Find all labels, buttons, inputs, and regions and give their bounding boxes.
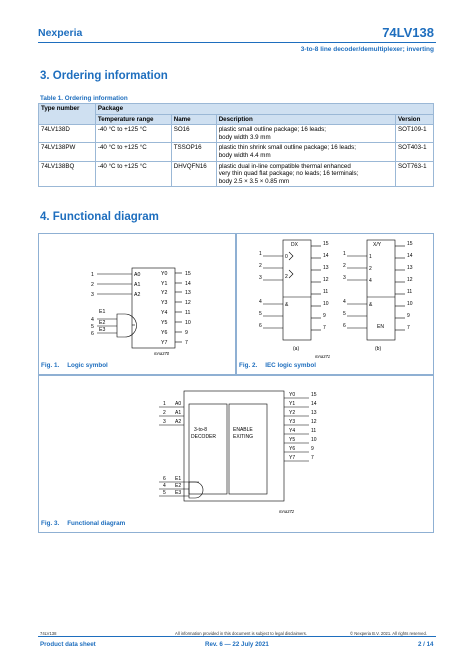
pin-label: 6 [163, 476, 166, 482]
figure-2-box [236, 233, 434, 375]
en-label: EN [377, 324, 384, 330]
pin-label: 4 [163, 483, 166, 489]
output-label: Y5 [289, 437, 296, 443]
and-symbol: & [285, 302, 289, 308]
cell-temp: -40 °C to +125 °C [95, 143, 171, 161]
cell-temp: -40 °C to +125 °C [95, 125, 171, 143]
footer-copyright: © Nexperia B.V. 2021. All rights reserved. [350, 631, 427, 636]
pin-label: 15 [185, 271, 191, 277]
xy-label: X/Y [373, 242, 382, 248]
figure-code: mna372 [279, 509, 295, 514]
weight-label: 0 [285, 254, 288, 260]
output-label: Y1 [289, 401, 296, 407]
output-label: Y0 [289, 392, 296, 398]
pin-label: 13 [185, 290, 191, 296]
pin-label: 3 [163, 419, 166, 425]
pin-label: 2 [91, 282, 94, 288]
pin-label: 5 [259, 311, 262, 317]
section-4-title: 4. Functional diagram [40, 211, 159, 223]
pin-label: 14 [323, 253, 329, 259]
cell-version: SOT403-1 [396, 143, 434, 161]
cell-name: TSSOP16 [171, 143, 216, 161]
pin-label: 1 [343, 251, 346, 257]
col-package: Package [95, 104, 433, 115]
figure-code: mna370 [154, 351, 170, 356]
pin-label: 11 [407, 289, 413, 295]
output-label: Y3 [289, 419, 296, 425]
output-label: Y2 [289, 410, 296, 416]
figure-1-caption: Fig. 1. Logic symbol [41, 362, 108, 369]
table-1-caption: Table 1. Ordering information [40, 95, 128, 102]
pin-label: 4 [91, 317, 94, 323]
figure-3-box [38, 375, 434, 533]
pin-label: 3 [343, 275, 346, 281]
enable-label: E3 [99, 327, 106, 333]
enable-label: E2 [175, 483, 182, 489]
figure-3-caption: Fig. 3. Functional diagram [41, 520, 126, 527]
pin-label: 12 [185, 300, 191, 306]
figure-1-box [38, 233, 236, 375]
pin-label: 2 [163, 410, 166, 416]
input-label: A0 [134, 272, 141, 278]
dx-label: DX [291, 242, 298, 248]
pin-label: 1 [163, 401, 166, 407]
col-type-number: Type number [39, 104, 96, 125]
output-label: Y3 [161, 300, 168, 306]
pin-label: 11 [185, 310, 191, 316]
output-label: Y0 [161, 271, 168, 277]
pin-label: 12 [407, 277, 413, 283]
pin-label: 9 [323, 313, 326, 319]
sub-label-b: (b) [375, 346, 382, 352]
table-row [39, 125, 434, 143]
pin-label: 9 [311, 446, 314, 452]
ordering-table [38, 103, 434, 187]
cell-version: SOT109-1 [396, 125, 434, 143]
col-temperature: Temperature range [95, 114, 171, 125]
pin-label: 1 [259, 251, 262, 257]
pin-label: 13 [311, 410, 317, 416]
pin-label: 5 [343, 311, 346, 317]
cell-type: 74LV138D [39, 125, 96, 143]
revision: Rev. 6 — 22 July 2021 [205, 641, 269, 648]
output-label: Y4 [161, 310, 168, 316]
cell-version: SOT763-1 [396, 161, 434, 187]
pin-label: 13 [407, 265, 413, 271]
pin-label: 5 [163, 490, 166, 496]
doc-subtitle: 3-to-8 line decoder/demultiplexer; inverting [300, 46, 434, 53]
pin-label: 3 [91, 292, 94, 298]
pin-label: 2 [343, 263, 346, 269]
pin-label: 4 [259, 299, 262, 305]
output-label: Y6 [161, 330, 168, 336]
pin-label: 7 [311, 455, 314, 461]
footer-disclaimer: All information provided in this document is subject to legal disclaimers. [175, 631, 307, 636]
enable-block-label: ENABLE [233, 427, 253, 433]
pin-label: 12 [323, 277, 329, 283]
figure-2-caption: Fig. 2. IEC logic symbol [239, 362, 316, 369]
iec-logic-symbol-diagram [237, 234, 435, 376]
pin-label: 15 [407, 241, 413, 247]
functional-diagram [39, 376, 435, 534]
pin-label: 14 [311, 401, 317, 407]
weight-label: 1 [369, 254, 372, 260]
table-row [39, 161, 434, 187]
col-description: Description [216, 114, 395, 125]
doc-type: Product data sheet [40, 641, 96, 648]
output-label: Y6 [289, 446, 296, 452]
output-label: Y2 [161, 290, 168, 296]
brand-name: Nexperia [38, 27, 83, 39]
page-number: 2 / 14 [418, 641, 434, 648]
pin-label: 5 [91, 324, 94, 330]
enable-label: E3 [175, 490, 182, 496]
pin-label: 6 [91, 331, 94, 337]
enable-label: E1 [99, 309, 106, 315]
output-label: Y7 [289, 455, 296, 461]
cell-type: 74LV138BQ [39, 161, 96, 187]
input-label: A2 [134, 292, 141, 298]
pin-label: 10 [323, 301, 329, 307]
table-row [39, 143, 434, 161]
pin-label: 3 [259, 275, 262, 281]
pin-label: 15 [311, 392, 317, 398]
pin-label: 7 [407, 325, 410, 331]
sub-label-a: (a) [293, 346, 300, 352]
output-label: Y4 [289, 428, 296, 434]
section-3-title: 3. Ordering information [40, 70, 168, 82]
enable-block-label: EXITING [233, 434, 254, 440]
pin-label: 13 [323, 265, 329, 271]
pin-label: 9 [185, 330, 188, 336]
output-label: Y1 [161, 281, 168, 287]
input-label: A0 [175, 401, 182, 407]
pin-label: 7 [185, 340, 188, 346]
output-label: Y7 [161, 340, 168, 346]
output-label: Y5 [161, 320, 168, 326]
cell-desc: plastic small outline package; 16 leads; body width 3.9 mm [216, 125, 395, 143]
pin-label: 14 [407, 253, 413, 259]
weight-label: 4 [369, 278, 372, 284]
pin-label: 12 [311, 419, 317, 425]
pin-label: 7 [323, 325, 326, 331]
cell-desc: plastic thin shrink small outline package; 16 leads; body width 4.4 mm [216, 143, 395, 161]
cell-temp: -40 °C to +125 °C [95, 161, 171, 187]
col-version: Version [396, 114, 434, 125]
footer-rule [38, 636, 436, 637]
pin-label: 10 [311, 437, 317, 443]
pin-label: 11 [311, 428, 317, 434]
cell-name: SO16 [171, 125, 216, 143]
pin-label: 10 [185, 320, 191, 326]
enable-label: E2 [99, 320, 106, 326]
pin-label: 11 [323, 289, 329, 295]
pin-label: 10 [407, 301, 413, 307]
pin-label: 2 [259, 263, 262, 269]
pin-label: 6 [343, 323, 346, 329]
and-symbol: & [369, 302, 373, 308]
input-label: A1 [175, 410, 182, 416]
decoder-label: DECODER [191, 434, 217, 440]
weight-label: 2 [369, 266, 372, 272]
logic-symbol-diagram [39, 234, 237, 376]
cell-name: DHVQFN16 [171, 161, 216, 187]
pin-label: 1 [91, 272, 94, 278]
pin-label: 14 [185, 281, 191, 287]
pin-label: 15 [323, 241, 329, 247]
figure-code: mna371 [315, 354, 331, 359]
enable-label: E1 [175, 476, 182, 482]
weight-label: 2 [285, 274, 288, 280]
pin-label: 4 [343, 299, 346, 305]
part-number: 74LV138 [382, 25, 434, 40]
pin-label: 9 [407, 313, 410, 319]
footer-left-code: 74LV138 [40, 631, 57, 636]
cell-type: 74LV138PW [39, 143, 96, 161]
input-label: A1 [134, 282, 141, 288]
col-name: Name [171, 114, 216, 125]
input-label: A2 [175, 419, 182, 425]
header-rule [38, 42, 436, 43]
pin-label: 6 [259, 323, 262, 329]
cell-desc: plastic dual in-line compatible thermal enhanced very thin quad flat package; no leads; 16 terminals; body 2.5 × 3.5 × 0.85 mm [216, 161, 395, 187]
decoder-label: 3-to-8 [194, 427, 208, 433]
